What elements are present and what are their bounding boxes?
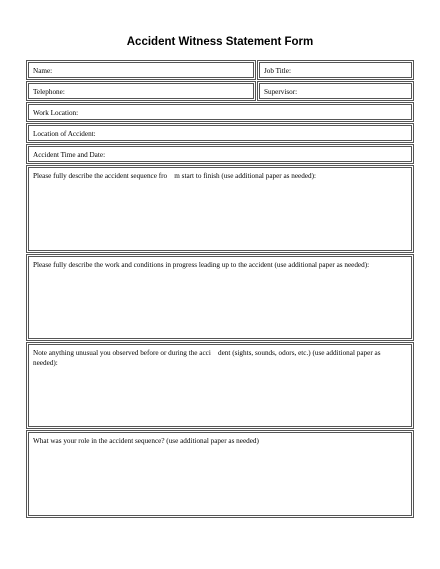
witness-form	[26, 60, 414, 519]
form-title: Accident Witness Statement Form	[126, 36, 314, 48]
work-conditions-question: Please fully describe the work and conditions in progress leading up to the accident (use additional paper as needed):	[33, 261, 370, 269]
work-conditions-box[interactable]	[26, 254, 414, 341]
job-title-label: Job Title:	[264, 67, 291, 75]
work-location-label: Work Location:	[33, 109, 79, 117]
name-label: Name:	[33, 67, 53, 75]
location-of-accident-field[interactable]	[26, 123, 414, 143]
witness-role-question: What was your role in the accident sequence? (use additional paper as needed)	[33, 437, 259, 445]
accident-sequence-box[interactable]	[26, 165, 414, 253]
accident-time-date-field[interactable]	[26, 144, 414, 164]
work-location-field[interactable]	[26, 102, 414, 122]
unusual-observations-question: Note anything unusual you observed before or during the acci dent (sights, sounds, odors, etc.) (use additional paper as needed):	[33, 349, 383, 367]
telephone-supervisor-row	[26, 81, 414, 101]
telephone-label: Telephone:	[33, 88, 65, 96]
witness-role-box[interactable]	[26, 430, 414, 518]
telephone-field[interactable]	[26, 81, 256, 101]
accident-sequence-question: Please fully describe the accident sequence fro m start to finish (use additional paper as needed):	[33, 172, 317, 180]
accident-time-date-label: Accident Time and Date:	[33, 151, 106, 159]
name-field[interactable]	[26, 60, 256, 80]
name-jobtitle-row	[26, 60, 414, 80]
supervisor-label: Supervisor:	[264, 88, 298, 96]
location-of-accident-label: Location of Accident:	[33, 130, 96, 138]
job-title-field[interactable]	[257, 60, 414, 80]
supervisor-field[interactable]	[257, 81, 414, 101]
unusual-observations-box[interactable]	[26, 342, 414, 429]
